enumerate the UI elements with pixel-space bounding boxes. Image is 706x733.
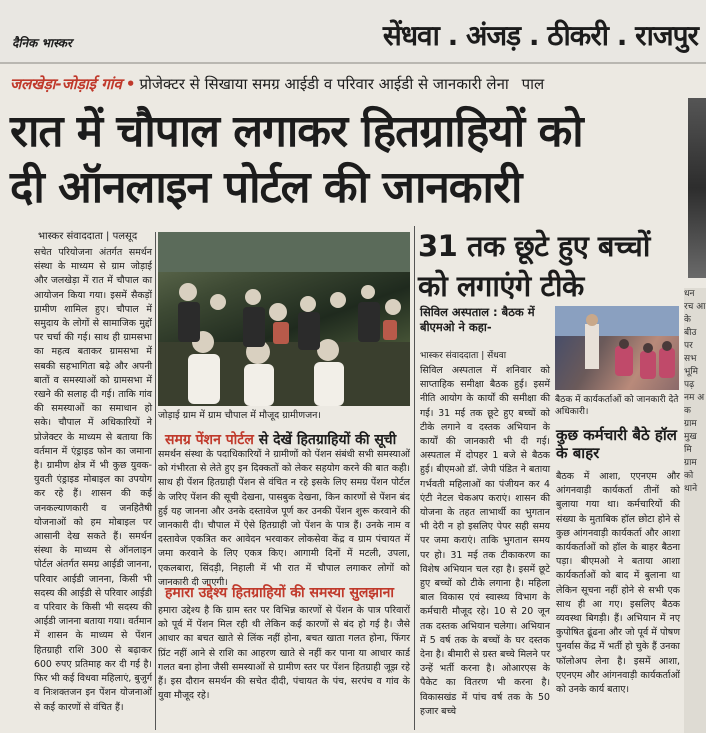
kicker — [10, 74, 706, 98]
meeting-photo — [555, 306, 679, 390]
story-divider — [414, 226, 415, 730]
byline: भास्कर संवाददाता | पलसूद — [38, 231, 138, 242]
subheading-rest: से देखें हितग्राहियों की सूची — [253, 432, 397, 448]
subheading-red: समग्र पेंशन पोर्टल — [165, 432, 254, 448]
vaccination-headline — [418, 226, 690, 306]
main-headline — [10, 104, 700, 216]
bullet-icon: • — [125, 75, 136, 93]
column-divider — [155, 232, 156, 730]
photo-caption: जोड़ाई ग्राम में ग्राम चौपाल में मौजूद ग्रामीणजन। — [158, 410, 321, 421]
kicker-overflow: पाल — [521, 75, 545, 93]
civil-hospital-deck: सिविल अस्पताल : बैठक में बीएमओ ने कहा- — [420, 305, 535, 334]
crowd-photo-illustration — [158, 232, 410, 406]
byline-sendhwa: भास्कर संवाददाता | सेंधवा — [420, 351, 507, 361]
vaccination-headline-line-2: को लगाएंगे टीके — [418, 269, 584, 303]
kicker-text: प्रोजेक्टर से सिखाया समग्र आईडी व परिवार आईडी से जानकारी लेना — [139, 75, 509, 93]
headline-line-1: रात में चौपाल लगाकर हितग्राहियों को — [10, 106, 583, 157]
story-column-3: हमारा उद्देश्य है कि ग्राम स्तर पर विभिन्न कारणों से पेंशन के पात्र परिवारों को पूर्व में पेंशन मिल रही थी लेकिन कई कारणों से बंद हो गई है। जैसे आधार का बचत खाते से लिंक नहीं होना, बचत खाता गलत होना, फिंगर प्रिंट नहीं आने से राशि का आहरण खाते से नहीं कर पाना या आधार कार्ड गलत बना होना जैसी समस्याओं से ग्रामीण स्तर पर पेंशन हितग्राही जूझ रहे हैं। इस दौरान समर्थन की सचेत दीदी, पंचायत के पंच, सरपंच व गांव के युवा मौजूद रहे। — [158, 605, 410, 702]
meeting-photo-caption: बैठक में कार्यकर्ताओं को जानकारी देते अधिकारी। — [555, 395, 679, 417]
paper-name: दैनिक भास्कर — [12, 36, 72, 50]
subheading-pension-portal — [165, 430, 413, 449]
kicker-location: जलखेड़ा-जोड़ाई गांव — [10, 75, 122, 93]
story-column-2: समर्थन संस्था के पदाधिकारियों ने ग्रामीणों को पेंशन संबंधी सभी समस्याओं को गंभीरता से लेते हुए इन दिक्कतों को लेकर सहयोग करने की बात कही। साथ ही पेंशन हितग्राही पेंशन से वंचित न रहे इसके लिए समग्र पेंशन पोर्टल के जरिए पेंशन की सूची देखना, पासबुक देखना, किन कारणों से पेंशन बंद हुई यह जानना और उनके दस्तावेज पूर्ण कर उनकी पेंशन शुरू करवाने की जानकारी दी। चौपाल में ऐसे हितग्राही जो पेंशन के पात्र हैं। उनके नाम व दस्तावेज एकत्रित कर आवेदन भरवाकर लोकसेवा केंद्र व ग्राम पंचायत में जमा करवाने के लिए एकत्र किए। आगामी दिनों में मटली, उपला, एकलबारा, सिंदड़ी, निहाली में भी रात में चौपाल लगाकर लोगों को जानकारी दी जाएगी। — [158, 449, 410, 588]
meeting-photo-illustration — [555, 306, 679, 390]
vaccination-headline-line-1: 31 तक छूटे हुए बच्चों — [418, 229, 650, 263]
vaccination-column-1: सिविल अस्पताल में शनिवार को साप्ताहिक समीक्षा बैठक हुई। इसमें नीति आयोग के कार्यों की समीक्षा की गई। 31 मई तक छूटे हुए बच्चों को टीके लगाने व दस्तक अभियान के कार्यों की जानकारी भी दी गई। अस्पताल में दोपहर 1 बजे से बैठक हुई। बीएमओ डॉ. जेपी पंडित ने बताया गर्भवती महिलाओं का पंजीयन कर 4 एंटी नेटल चेकअप कराएं। शासन की योजना के तहत लाभार्थी का भुगतान भी देरी न हो इसलिए पेपर सही समय पर जमा कराएं। ताकि भुगतान समय पर हो। 31 मई तक टीकाकरण का विशेष अभियान चल रहा है। इसमें छूटे हुए बच्चों को टीके लगाना है। महिला बाल विकास एवं स्वास्थ्य विभाग के कर्मचारी मौजूद रहे। 10 से 20 जून तक दस्तक अभियान चलेगा। अभियान में 5 वर्ष तक के बच्चों के घर दस्तक देना है। बीमारी से ग्रस्त बच्चे मिलने पर उन्हें भर्ती करना है। ओआरएस के पैकेट का वितरण भी करना है। विकासखंड में पांच वर्ष तक के 50 हजार बच्चे — [420, 365, 550, 717]
chaupal-photo — [158, 232, 410, 406]
subheading-objective: हमारा उद्देश्य हितग्राहियों की समस्या सुलझाना — [165, 585, 395, 601]
headline-line-2: दी ऑनलाइन पोर्टल की जानकारी — [10, 162, 522, 213]
story-column-1: सचेत परियोजना अंतर्गत समर्थन संस्था के माध्यम से ग्राम जोड़ाई और जलखेड़ा में रात में चौपाल का आयोजन किया गया। इसमें सैकड़ों ग्रामीण शामिल हुए। चौपाल में समुदाय के लोगों से सामाजिक मुद्दों पर चर्चा की गई। साथ ही ग्रामसभा का महत्व बताकर ग्रामसभा में सबकी सहभागिता बढ़े और अपनी बातों व समस्याओं को ग्रामसभा में रखने की सलाह दी गई। ताकि गांव की समस्याओं का समाधान हो सके। चौपाल में अधिकारियों ने प्रोजेक्टर के माध्यम से बताया कि वर्तमान में एंड्राइड फोन का जमाना है। ग्रामीण क्षेत्र में भी कुछ युवक-युवती एंड्राइड मोबाइल का उपयोग कर रहे हैं। शासन की कई जनकल्याणकारी व जनहितैषी योजनाओं को हम मोबाइल पर आसानी देख सकते हैं। समर्थन संस्था के माध्यम से ऑनलाइन पोर्टल अंतर्गत समग्र आईडी जानना, परिवार आईडी जानना, किसी भी सदस्य की आईडी से परिवार आईडी व परिवार के किसी भी सदस्य की आईडी जानना बताया गया। वर्तमान में शासन के माध्यम से पेंशन हितग्राही राशि 300 से बढ़ाकर 600 रुपए प्रतिमाह कर दी गई है। फिर भी कई विधवा महिलाएं, बुजुर्ग व निःशक्तजन इन पेंशन योजनाओं से कई कारणों से वंचित हैं। — [34, 247, 152, 713]
subheading-staff-outside: कुछ कर्मचारी बैठे हॉल के बाहर — [556, 426, 677, 462]
region-title: सेंधवा . अंजड़ . ठीकरी . राजपुर — [382, 19, 698, 52]
vaccination-column-2: बैठक में आशा, एएनएम और आंगनवाड़ी कार्यकर्ता तीनों को बुलाया गया था। कर्मचारियों की संख्या के मुताबिक हॉल छोटा होने से कुछ आंगनवाड़ी कार्यकर्ता और आशा कार्यकर्ताओं को हॉल के बाहर बैठना पड़ा। बीएमओ ने बताया आशा कार्यकर्ताओं को बाद में बुलाना था लेकिन सूचना नहीं होने से सभी एक साथ ही आ गए। इसलिए बैठक व्यवस्था बिगड़ी। हैं। अभियान में नए कुपोषित ढूंढना और जो पूर्व में पोषण पुनर्वास केंद्र में भर्ती हो चुके हैं उनका फॉलोअप लेना है। इसमें आशा, एएनएम और आंगनवाड़ी कार्यकर्ताओं को उनके कार्य बताए। — [556, 471, 680, 696]
adjacent-page-edge: धन रच आ के बीउ पर सभ भूमि पढ़ नम अ क ग्राम मुख मि ग्राम को थाने — [684, 288, 706, 733]
masthead — [0, 0, 706, 64]
